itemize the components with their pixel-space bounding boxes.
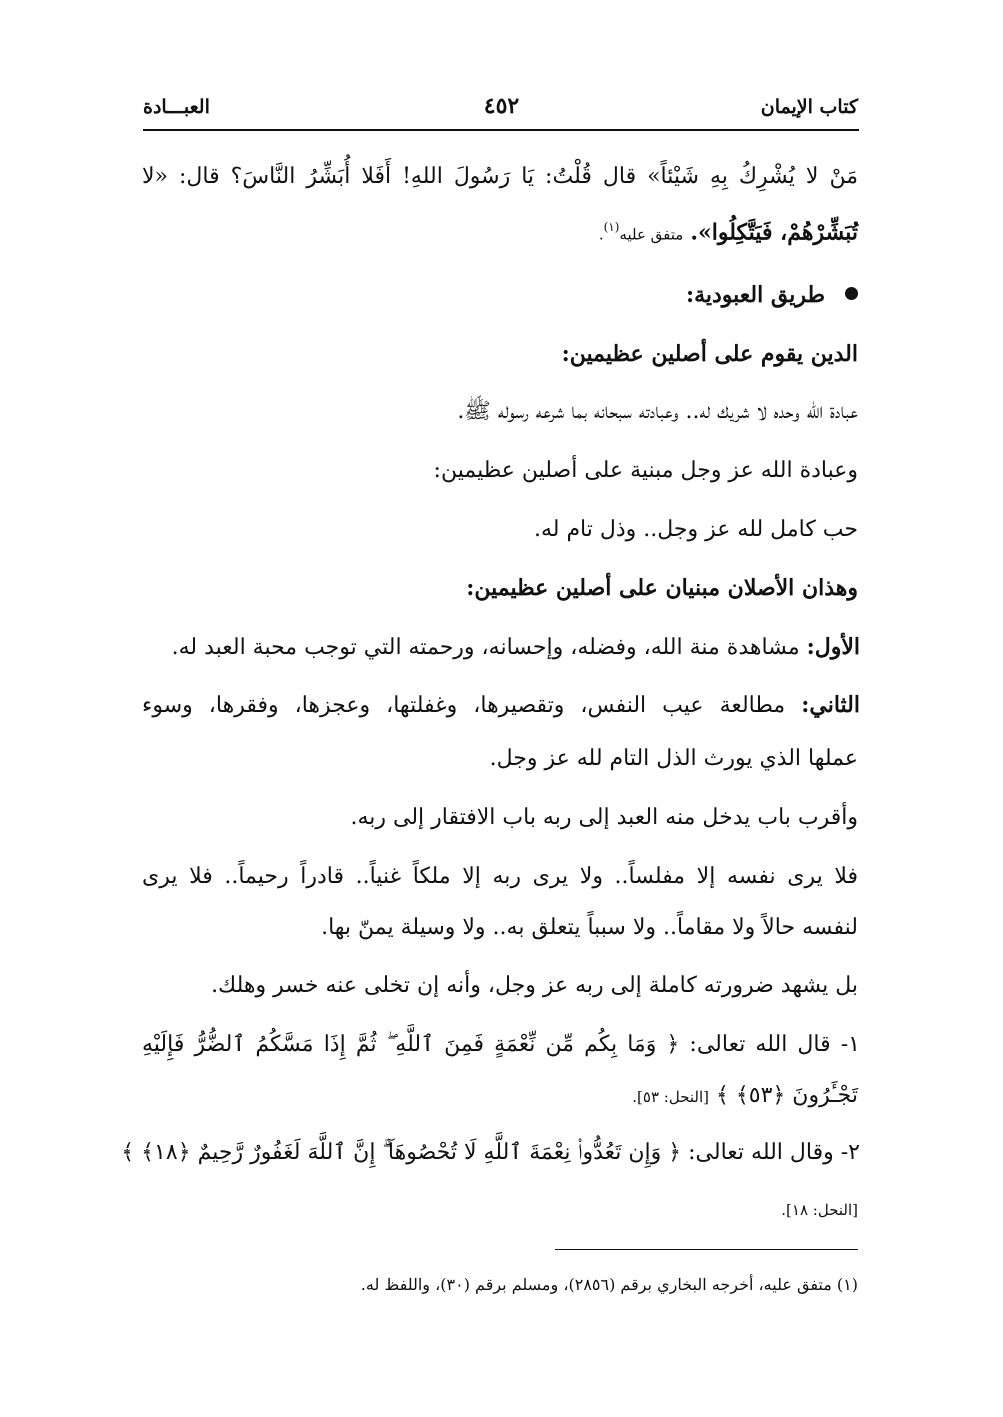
paragraph-6: بل يشهد ضرورته كاملة إلى ربه عز وجل، وأنه إن تخلى عنه خسر وهلك. <box>211 973 858 998</box>
second-principle-line-2: عملها الذي يورث الذل التام لله عز وجل. <box>489 746 858 771</box>
footnote-marker[interactable]: (١) <box>603 220 620 234</box>
hadith-source: متفق عليه <box>619 225 684 244</box>
running-header-book-title: كتاب الإيمان <box>760 96 858 118</box>
second-principle-line-1 <box>142 690 860 721</box>
first-principle <box>142 632 860 663</box>
page-number: ٤٥٢ <box>483 93 520 119</box>
paragraph-3: حب كامل لله عز وجل.. وذل تام له. <box>533 517 858 542</box>
second-label: الثاني: <box>801 692 860 718</box>
bullet-icon <box>845 287 858 300</box>
verse-1-text-end: تَجْـَٔرُونَ ﴿٥٣﴾ ﴾ <box>716 1083 858 1108</box>
verse-1-line-2 <box>142 1081 858 1112</box>
footnote-rule <box>555 1249 858 1250</box>
hadith-line-2 <box>142 212 858 249</box>
paragraph-2: وعبادة الله عز وجل مبنية على أصلين عظيمين: <box>433 458 858 483</box>
header-rule <box>143 129 859 131</box>
hadith-line-2-end: . <box>598 225 604 244</box>
paragraph-5-line-2: لنفسه حالاً ولا مقاماً.. ولا سبباً يتعلق به.. ولا وسيلة يمنّ بها. <box>321 915 858 940</box>
verse-1-line-1: ١- قال الله تعالى: ﴿ وَمَا بِكُم مِّن نِّعْمَةٍ فَمِنَ ٱللَّهِ ۖ ثُمَّ إِذَا مَسَّكُمُ ٱلضُّرُّ فَإِلَيْهِ <box>142 1032 860 1057</box>
first-text: مشاهدة منة الله، وفضله، وإحسانه، ورحمته التي توجب محبة العبد له. <box>171 635 800 660</box>
verse-2-reference: [النحل: ١٨]. <box>781 1201 858 1219</box>
paragraph-4: وأقرب باب يدخل منه العبد إلى ربه باب الافتقار إلى ربه. <box>350 805 858 830</box>
sub-heading-1: الدين يقوم على أصلين عظيمين: <box>561 341 858 367</box>
footnote-text: (١) متفق عليه، أخرجه البخاري برقم (٢٨٥٦)، ومسلم برقم (٣٠)، واللفظ له. <box>360 1275 858 1294</box>
paragraph-1: عبادة الله وحده لا شريك له.. وعبادته سبحانه بما شرعه رسوله ﷺ. <box>457 399 858 424</box>
hadith-line-1: مَنْ لا يُشْرِكُ بِهِ شَيْئاً» قال قُلْتُ: يَا رَسُولَ اللهِ! أَفَلا أُبَشِّرُ النَّاسَ؟ قال: «لا <box>142 164 858 189</box>
section-heading: طريق العبودية: <box>685 282 825 308</box>
verse-1-reference: [النحل: ٥٣]. <box>632 1088 709 1106</box>
second-text-line-1: مطالعة عيب النفس، وتقصيرها، وغفلتها، وعجزها، وفقرها، وسوء <box>142 693 786 718</box>
sub-heading-2: وهذان الأصلان مبنيان على أصلين عظيمين: <box>466 575 858 601</box>
hadith-line-2-text: تُبَشِّرْهُمْ، فَيَتَّكِلُوا». <box>690 219 858 246</box>
verse-2-line-1: ٢- وقال الله تعالى: ﴿ وَإِن تَعُدُّوا۟ نِعْمَةَ ٱللَّهِ لَا تُحْصُوهَآ ۗ إِنَّ ٱللَّهَ لَغَفُورٌ رَّحِيمٌ ﴿١٨﴾ ﴾ <box>121 1140 860 1165</box>
paragraph-5-line-1: فلا يرى نفسه إلا مفلساً.. ولا يرى ربه إلا ملكاً غنياً.. قادراً رحيماً.. فلا يرى <box>142 864 858 889</box>
running-header-chapter-title: العبـــادة <box>143 96 210 118</box>
first-label: الأول: <box>806 634 860 660</box>
